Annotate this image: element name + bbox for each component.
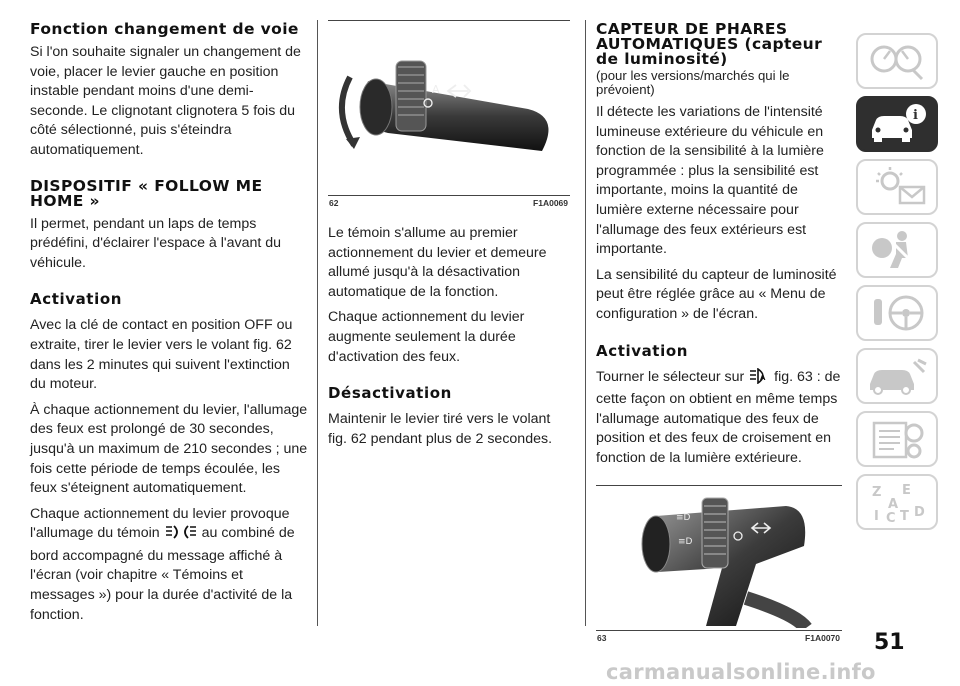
lever-illustration-62 (328, 21, 570, 193)
car-repair-icon (866, 354, 928, 398)
figure-62-number: 62 (329, 198, 339, 208)
svg-text:A: A (432, 83, 440, 96)
svg-text:T: T (900, 509, 909, 524)
column-left (30, 22, 308, 625)
paragraph-temoin: Le témoin s'allume au premier actionnement du levier et demeure allumé jusqu'à la désactivation automatique de la fonction. (328, 225, 547, 300)
sidebar-item-emergency[interactable] (856, 348, 938, 404)
column-middle (328, 20, 570, 449)
auto-headlight-icon (748, 368, 770, 391)
column-divider-right (585, 20, 586, 626)
svg-text:A: A (760, 373, 766, 382)
dashboard-icon (866, 39, 928, 83)
sidebar-item-starting-driving[interactable] (856, 285, 938, 341)
safety-airbag-icon (866, 228, 928, 272)
watermark-text: carmanualsonline.info (606, 660, 876, 684)
index-icon (866, 480, 928, 524)
subnote-versions: (pour les versions/marchés qui le prévoient) (596, 68, 790, 97)
car-info-icon (866, 102, 928, 146)
paragraph-activation-1: Avec la clé de contact en position OFF ou extraite, tirer le levier vers le volant fig. 62 dans les 2 minutes qui suivent l'extinction du moteur. (30, 317, 293, 393)
figure-63-caption-line (596, 630, 842, 631)
svg-text:≡D: ≡D (676, 512, 691, 523)
figure-62 (328, 20, 570, 210)
paragraph-lane-change: Si l'on souhaite signaler un changement de voie, placer le levier gauche en position instable pendant moins d'une demi-seconde. Le clignotant clignotera 5 fois du côté sélectionné, puis s'éteindra automatiquement. (30, 44, 301, 158)
heading-capteur: CAPTEUR DE PHARES AUTOMATIQUES (capteur de luminosité) (596, 20, 823, 68)
lever-illustration-63 (596, 486, 842, 628)
svg-text:i: i (913, 108, 918, 123)
paragraph-tourner-start: Tourner le sélecteur sur (596, 368, 745, 385)
heading-lane-change: Fonction changement de voie (30, 20, 299, 38)
sidebar-item-dashboard[interactable] (856, 33, 938, 89)
specs-icon (866, 417, 928, 461)
figure-62-caption-line (328, 195, 570, 196)
figure-63 (596, 485, 842, 645)
svg-text:D: D (914, 505, 925, 520)
sidebar-item-warning-lights[interactable] (856, 159, 938, 215)
sidebar-item-car-info[interactable] (856, 96, 938, 152)
page-number: 51 (874, 630, 905, 655)
svg-text:A: A (888, 497, 899, 512)
paragraph-detecte: Il détecte les variations de l'intensité lumineuse extérieure du véhicule en fonction de la sensibilité à la lumière programmée : plus la sensibilité est importante, moins la quantité de lumière externe nécessaire pour l'allumage des feux extérieurs est importante. (596, 104, 824, 258)
paragraph-follow-me-home: Il permet, pendant un laps de temps prédéfini, d'éclairer l'espace à l'avant du véhicule. (30, 215, 282, 271)
figure-62-code: F1A0069 (533, 198, 568, 208)
heading-activation-left: Activation (30, 290, 123, 309)
sidebar-item-index[interactable] (856, 474, 938, 530)
paragraph-activation-2: À chaque actionnement du levier, l'allumage des feux est prolongé de 30 secondes, jusqu'à un maximum de 210 secondes ; une fois cette période de temps écoulée, les feux s'éteignent automatiquement. (30, 401, 308, 497)
figure-63-caption (597, 633, 840, 643)
paragraph-tourner (596, 368, 842, 469)
heading-follow-me-home: DISPOSITIF « FOLLOW ME HOME » (30, 176, 263, 210)
chapter-sidebar (856, 33, 938, 537)
column-right (596, 22, 842, 645)
paragraph-desactivation: Maintenir le levier tiré vers le volant fig. 62 pendant plus de 2 secondes. (328, 411, 553, 447)
figure-63-number: 63 (597, 632, 607, 643)
paragraph-activation-3-end: au combiné de bord accompagné du message affiché à l'écran (voir chapitre « Témoins et messages ») pour la durée d'activité de la fonction. (30, 525, 295, 623)
steering-icon (866, 291, 928, 335)
column-divider-left (317, 20, 318, 626)
sidebar-item-safety[interactable] (856, 222, 938, 278)
paragraph-activation-3-start: Chaque actionnement du levier provoque l'allumage du témoin (30, 505, 290, 542)
svg-text:I: I (874, 509, 879, 524)
svg-text:C: C (886, 511, 896, 524)
svg-text:≡D: ≡D (678, 536, 693, 547)
figure-62-caption (329, 198, 568, 208)
paragraph-activation-3 (30, 505, 308, 626)
figure-63-code: F1A0070 (805, 632, 840, 643)
paragraph-sensibilite: La sensibilité du capteur de luminosité peut être réglée grâce au « Menu de configuration » de l'écran. (596, 266, 837, 322)
paragraph-tourner-end: fig. 63 : de cette façon on obtient en même temps l'allumage automatique des feux de position et des feux de croisement en fonction de la lumière extérieure. (596, 368, 841, 466)
warning-light-icon (866, 165, 928, 209)
heading-activation-right: Activation (596, 341, 689, 360)
paragraph-augmente: Chaque actionnement du levier augmente seulement la durée d'activation des feux. (328, 309, 525, 365)
sidebar-item-technical-specs[interactable] (856, 411, 938, 467)
follow-me-home-warning-icon (164, 524, 198, 547)
svg-text:Z: Z (872, 485, 882, 500)
svg-text:E: E (902, 483, 911, 498)
heading-desactivation: Désactivation (328, 384, 452, 403)
